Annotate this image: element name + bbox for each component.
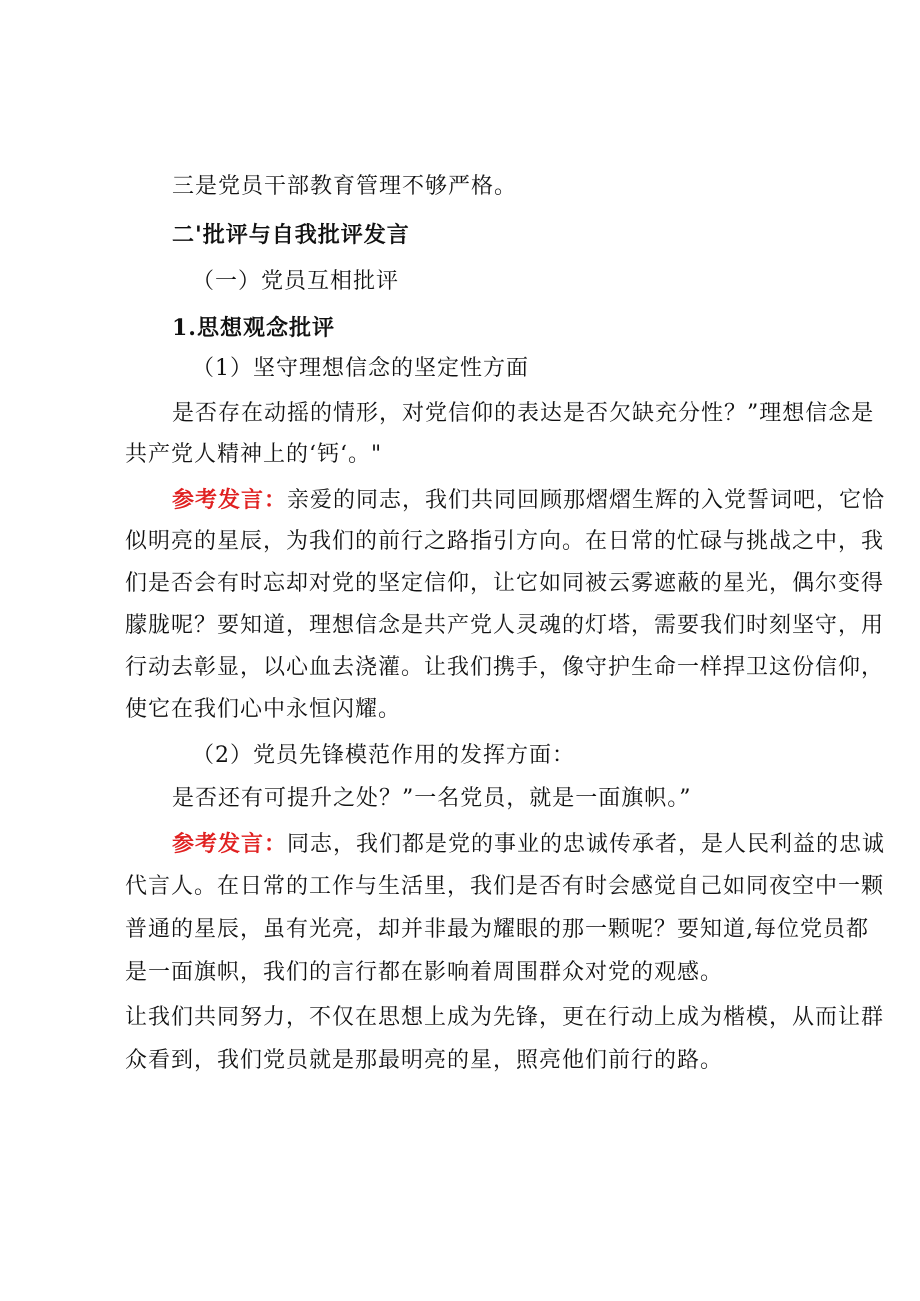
reference-label: 参考发言：	[172, 487, 288, 513]
reference-paragraph-1-line6: 使它在我们心中永恒闪耀。	[125, 697, 402, 722]
point2-question: 是否还有可提升之处？”一名党员，就是一面旗帜。”	[172, 786, 692, 811]
reference-paragraph-2-line3: 普通的星辰，虽有光亮，却并非最为耀眼的那一颗呢？要知道,每位党员都	[125, 917, 869, 942]
reference-text: 同志，我们都是党的事业的忠诚传承者，是人民利益的忠诚	[287, 832, 886, 857]
point-heading-2: （2）党员先锋模范作用的发挥方面：	[192, 743, 575, 768]
reference-paragraph-1-line2: 似明亮的星辰，为我们的前行之路指引方向。在日常的忙碌与挑战之中，我	[125, 529, 885, 554]
item-heading: 1.思想观念批评	[172, 315, 335, 341]
point1-question-line2: 共产党人精神上的‘钙‘。"	[125, 442, 383, 467]
intro-line: 三是党员干部教育管理不够严格。	[172, 174, 518, 199]
subsection-heading: （一）党员互相批评	[192, 269, 400, 294]
point-heading-1: （1）坚守理想信念的坚定性方面	[192, 356, 529, 381]
reference-text: 亲爱的同志，我们共同回顾那熠熠生辉的入党誓词吧，它恰	[287, 488, 886, 513]
section-heading: 二'批评与自我批评发言	[172, 222, 410, 248]
reference-paragraph-1-line3: 们是否会有时忘却对党的坚定信仰，让它如同被云雾遮蔽的星光，偶尔变得	[125, 571, 885, 596]
point1-question-line1: 是否存在动摇的情形，对党信仰的表达是否欠缺充分性？”理想信念是	[172, 401, 875, 426]
closing-line1: 让我们共同努力，不仅在思想上成为先锋，更在行动上成为楷模，从而让群	[125, 1005, 885, 1030]
reference-paragraph-1-line4: 朦胧呢？要知道，理想信念是共产党人灵魂的灯塔，需要我们时刻坚守，用	[125, 613, 885, 638]
reference-label: 参考发言：	[172, 831, 288, 857]
reference-paragraph-1-line5: 行动去彰显，以心血去浇灌。让我们携手，像守护生命一样捍卫这份信仰，	[125, 655, 885, 680]
reference-paragraph-2-line2: 代言人。在日常的工作与生活里，我们是否有时会感觉自己如同夜空中一颗	[125, 874, 885, 899]
reference-paragraph-2-line1	[172, 829, 885, 860]
reference-paragraph-1-line1	[172, 485, 885, 516]
reference-paragraph-2-line4: 是一面旗帜，我们的言行都在影响着周围群众对党的观感。	[125, 960, 724, 985]
closing-line2: 众看到，我们党员就是那最明亮的星，照亮他们前行的路。	[125, 1048, 724, 1073]
